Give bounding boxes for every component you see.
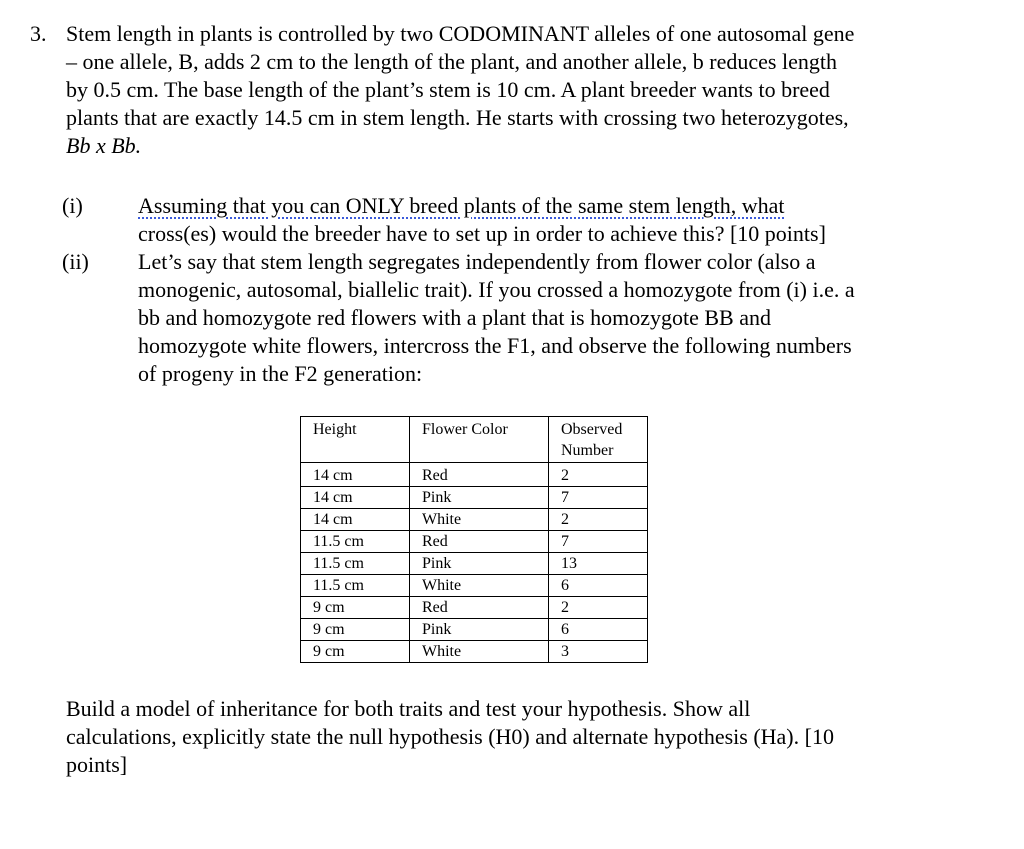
cell-count: 2 <box>549 509 648 531</box>
header-height: Height <box>301 417 410 463</box>
closing-line-1: Build a model of inheritance for both traits and test your hypothesis. Show all <box>66 696 751 721</box>
cell-color: Pink <box>410 487 549 509</box>
cell-color: Red <box>410 531 549 553</box>
question-line-3: by 0.5 cm. The base length of the plant’s stem is 10 cm. A plant breeder wants to breed <box>66 77 830 102</box>
part-i-label: (i) <box>62 193 83 218</box>
question-line-1: Stem length in plants is controlled by two CODOMINANT alleles of one autosomal gene <box>66 21 855 46</box>
part-i-line-2: cross(es) would the breeder have to set up in order to achieve this? [10 points] <box>138 221 826 246</box>
cell-color: White <box>410 509 549 531</box>
closing-line-3: points] <box>66 752 128 777</box>
table-row <box>301 463 648 487</box>
cell-color: Red <box>410 463 549 487</box>
cell-count: 7 <box>549 487 648 509</box>
table-row <box>301 487 648 509</box>
cell-count: 2 <box>549 463 648 487</box>
cell-color: Red <box>410 597 549 619</box>
part-ii-line-1: Let’s say that stem length segregates independently from flower color (also a <box>138 249 816 274</box>
part-ii-line-4: homozygote white flowers, intercross the F1, and observe the following numbers <box>138 333 852 358</box>
cell-count: 6 <box>549 619 648 641</box>
part-ii-line-5: of progeny in the F2 generation: <box>138 361 423 386</box>
part-ii-label: (ii) <box>62 249 89 274</box>
part-ii-line-2: monogenic, autosomal, biallelic trait). If you crossed a homozygote from (i) i.e. a <box>138 277 855 302</box>
cell-count: 6 <box>549 575 648 597</box>
table-row <box>301 531 648 553</box>
table-row <box>301 575 648 597</box>
question-number: 3. <box>30 21 47 46</box>
header-observed-number: Observed Number <box>549 417 648 463</box>
table-row <box>301 597 648 619</box>
cell-count: 7 <box>549 531 648 553</box>
cell-height: 14 cm <box>301 487 410 509</box>
cell-height: 14 cm <box>301 463 410 487</box>
part-i-line-1-text: Assuming that you can ONLY breed plants of the same stem length, what <box>138 193 785 218</box>
table-header-row <box>301 417 648 463</box>
cell-color: Pink <box>410 553 549 575</box>
progeny-table <box>300 416 648 663</box>
cell-count: 2 <box>549 597 648 619</box>
question-line-2: – one allele, B, adds 2 cm to the length of the plant, and another allele, b reduces length <box>66 49 837 74</box>
cross-text: Bb x Bb. <box>66 133 142 158</box>
cell-height: 11.5 cm <box>301 531 410 553</box>
cell-color: Pink <box>410 619 549 641</box>
header-flower-color: Flower Color <box>410 417 549 463</box>
question-line-5 <box>66 132 141 160</box>
table-row <box>301 553 648 575</box>
part-i-line-1 <box>138 192 784 220</box>
cell-count: 3 <box>549 641 648 663</box>
cell-color: White <box>410 641 549 663</box>
table-row <box>301 619 648 641</box>
part-ii-line-3: bb and homozygote red flowers with a plant that is homozygote BB and <box>138 305 771 330</box>
cell-height: 11.5 cm <box>301 575 410 597</box>
cell-height: 11.5 cm <box>301 553 410 575</box>
question-line-4: plants that are exactly 14.5 cm in stem length. He starts with crossing two heterozygotes, <box>66 105 849 130</box>
closing-line-2: calculations, explicitly state the null hypothesis (H0) and alternate hypothesis (Ha). [10 <box>66 724 834 749</box>
cell-color: White <box>410 575 549 597</box>
cell-height: 9 cm <box>301 597 410 619</box>
table-row <box>301 641 648 663</box>
cell-height: 14 cm <box>301 509 410 531</box>
cell-height: 9 cm <box>301 641 410 663</box>
table-row <box>301 509 648 531</box>
cell-height: 9 cm <box>301 619 410 641</box>
cell-count: 13 <box>549 553 648 575</box>
